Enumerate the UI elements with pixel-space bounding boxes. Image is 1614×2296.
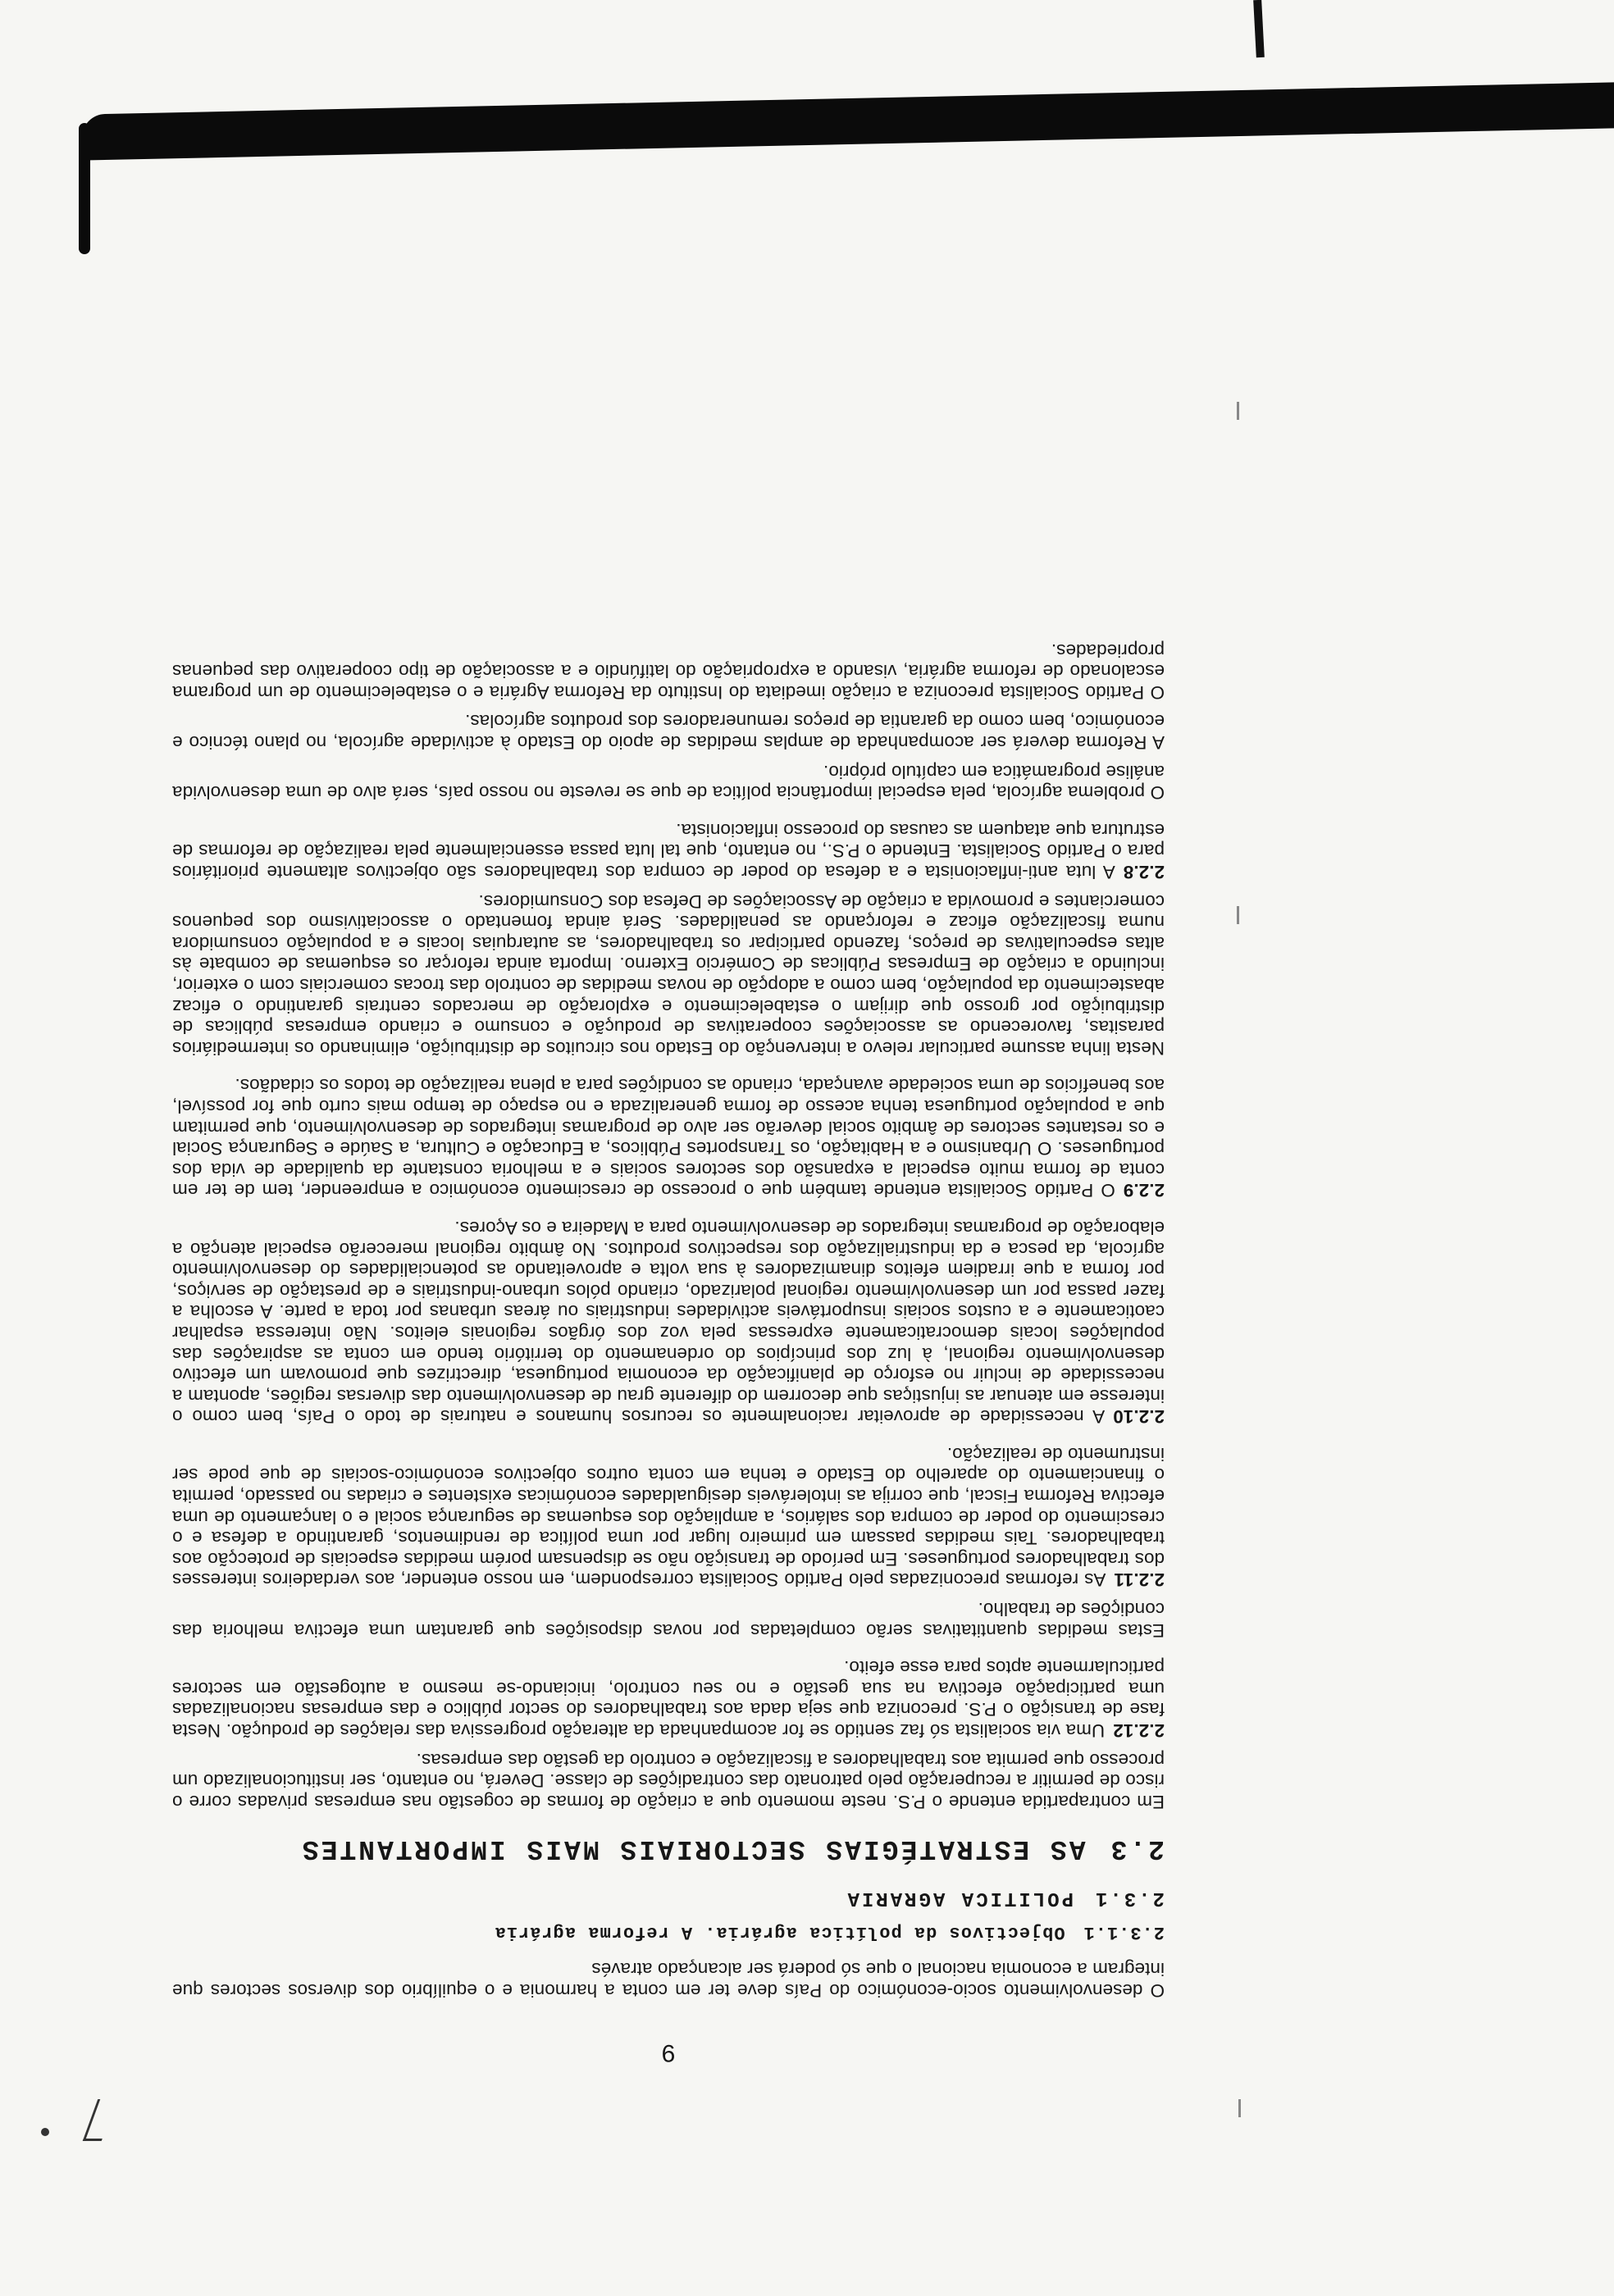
- scan-artifact-hook: [79, 123, 90, 254]
- paragraph-2-2-10: 2.2.10A necessidade de aproveitar racionalmente os recursos humanos e naturais de todo o País, bem como o interesse em atenuar as injustiças que decorrem do diferente grau de desenvolvimento das diversas regiões, apontam a necessidade de incluir no esforço de planificação da economia portuguesa, directrizes que promovam um efectivo desenvolvimento regional, à luz dos princípios do ordenamento do território tendo em conta as aspirações das populações locais democraticamente expressas pela voz dos órgãos regionais eleitos. Não interessa espalhar caoticamente e a custos sociais insuportáveis actividades industriais ou áreas urbanas por toda a parte. A escolha a fazer passa por um desenvolvimento regional polarizado, criando pólos urbano-industriais e de prestação de serviços, por forma a que irradiem efeitos dinamizadores à sua volta e aproveitando as potencialidades do desenvolvimento agrícola, da pesca e da industrialização dos respectivos produtos. No âmbito regional merecerão especial atenção a elaboração de programas integrados de desenvolvimento para a Madeira e os Açores.: [172, 1217, 1165, 1428]
- paragraph-2-2-12: 2.2.12Uma via socialista só faz sentido se for acompanhada da alteração progressiva das relações de produção. Nesta fase de transição o P.S. preconiza que seja dada aos trabalhadores do sector público e das empresas nacionalizadas uma participação efectiva na sua gestão e no seu controlo, iniciando-se mesmo a autogestão em sectores particularmente aptos para esse efeito.: [172, 1657, 1165, 1742]
- section-heading: 2.3.1POLITICA AGRARIA: [845, 1886, 1165, 1909]
- paragraph-2-2-9: 2.2.9O Partido Socialista entende também que o processo de crescimento económico a empreender, tem de ter em conta de forma muito especial a expansão dos sectores sociais e a melhoria constante da qualidade de vida dos portugueses. O Urbanismo e a Habitação, os Transportes Públicos, a Educação e Cultura, a Saúde e Segurança Social e os restantes sectores de âmbito social deverão ser alvo de programas integrados de desenvolvimento, que permitam que a população portuguesa tenha acesso de forma generalizada e no espaço de tempo mais curto que for possível, aos benefícios de uma sociedade avançada, criando as condições para a plena realização de todos os cidadãos.: [172, 1075, 1165, 1201]
- scan-artifact-black-bar: [82, 82, 1614, 160]
- scan-artifact-tick: [1237, 402, 1239, 420]
- paragraph: O desenvolvimento socio-económico do País deve ter em conta a harmonia e o equilíbrio dos diversos sectores que integram a economia nacional o que só poderá ser alcançado através: [172, 1959, 1165, 2001]
- paragraph-2-2-8: 2.2.8A luta anti-inflacionista e a defesa do poder de compra dos trabalhadores são objectivos altamente prioritários para o Partido Socialista. Entende o P.S., no entanto, que tal luta passa essencialmente pela realização de reformas de estrutura que ataquem as causas do processo inflacionista.: [172, 819, 1165, 883]
- subsection-heading: 2.3.1.1Objectivos da política agrária. A reforma agrária: [494, 1921, 1165, 1943]
- paragraph: Estas medidas quantitativas serão completadas por novas disposições que garantam uma efectiva melhoria das condições de trabalho.: [172, 1599, 1165, 1641]
- scan-artifact-tick: [1237, 906, 1239, 924]
- scan-artifact-dot: [41, 2128, 49, 2136]
- scan-artifact-tick: [1238, 2099, 1241, 2117]
- paragraph: Em contrapartida entende o P.S. neste momento que a criação de formas de cogestão nas empresas privadas corre o risco de permitir a recuperação pelo patronato das contradições de classe. Deverá, no entanto, ser institucionalizado um processo que permita aos trabalhadores a fiscalização e controlo da gestão das empresas.: [172, 1749, 1165, 1812]
- paragraph: O Partido Socialista preconiza a criação imediata do Instituto da Reforma Agrária e o estabelecimento de um programa escalonado de reforma agrária, visando a expropriação do latifúndio e a associação de tipo cooperativo das pequenas propriedades.: [172, 640, 1165, 703]
- paragraph: Nesta linha assume particular relevo a intervenção do Estado nos circuitos de distribuição, eliminando os intermediários parasitas, favorecendo as associações cooperativas de produção e consumo e criando empresas públicas de distribuição por grosso que dirijam o estabelecimento e exploração de mercados centrais garantindo o eficaz abastecimento da população, bem como a adopção de novas medidas de controlo das trocas comerciais com o exterior, incluindo a criação de Empresas Públicas de Comércio Externo. Importa ainda reforçar os esquemas de combate às altas especulativas de preços, fazendo participar os trabalhadores, as autarquias locais e a população consumidora numa fiscalização eficaz e reforçando as penalidades. Será ainda fomentado o associativismo dos pequenos comerciantes e promovida a criação de Associações de Defesa dos Consumidores.: [172, 891, 1165, 1059]
- scan-artifact-corner: [1253, 0, 1265, 57]
- document-page: [172, 221, 1165, 2066]
- page-number: 9: [661, 2039, 676, 2066]
- chapter-heading: 2.3AS ESTRATÉGIAS SECTORIAIS MAIS IMPORTANTES: [299, 1833, 1165, 1864]
- paragraph: A Reforma deverá ser acompanhada de amplas medidas de apoio do Estado à actividade agrícola, no plano técnico e económico, bem como da garantia de preços remuneradores dos produtos agrícolas.: [172, 711, 1165, 754]
- scan-artifact-mark: [83, 2099, 117, 2141]
- paragraph: O problema agrícola, pela especial importância política de que se reveste no nosso país, será alvo de uma desenvolvida análise programática em capítulo próprio.: [172, 761, 1165, 804]
- paragraph-2-2-11: 2.2.11As reformas preconizadas pelo Partido Socialista correspondem, em nosso entender, aos verdadeiros interesses dos trabalhadores portugueses. Em período de transição não se dispensam porém medidas especiais de protecção aos trabalhadores. Tais medidas passam em primeiro lugar por uma política de rendimentos, garantindo a defesa e o crescimento do poder de compra dos salários, a ampliação dos esquemas de segurança social e o lançamento de uma efectiva Reforma Fiscal, que corrija as intoleráveis desigualdades económicas existentes e criadas no passado, permita o financiamento do aparelho do Estado e tenha em conta outros objectivos económico-sociais de que pode ser instrumento de realização.: [172, 1443, 1165, 1591]
